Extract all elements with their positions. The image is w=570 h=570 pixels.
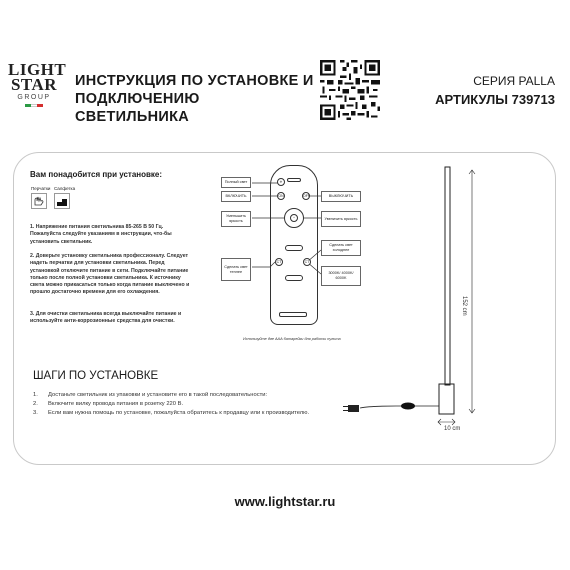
mode-button[interactable] [285,245,303,251]
full-light-button[interactable]: ☀ [277,178,285,186]
label-off: ВЫКЛЮЧИТЬ [321,191,361,202]
qr-code-icon[interactable] [318,58,382,122]
label-warmer: Сделать свет теплее [221,258,251,281]
bulb-icon: ◦ [290,214,298,222]
website-link[interactable]: www.lightstar.ru [234,494,336,509]
tools-heading: Вам понадобится при установке: [30,170,163,179]
label-dim-down: Уменьшить яркость [221,211,251,227]
label-colder: Сделать свет холоднее [321,240,361,256]
instruction-3: 3. Для очистки светильника всегда выключайте питание и используйте анти-коррозионные средства для очистки. [30,311,182,325]
on-button[interactable]: ON [278,194,284,198]
gloves-icon [31,193,47,209]
remote-led [287,178,301,182]
label-on: ВКЛЮЧИТЬ [221,191,251,202]
label-dim-up: Увеличить яркость [321,211,361,227]
step-3-text: Если вам нужна помощь по установке, пожалуйста обратитесь к продавцу или к производителю. [48,410,310,416]
height-dimension: 152 cm [461,296,467,316]
floor-lamp-drawing [340,160,510,440]
step-1-number: 1. [33,392,38,398]
scene-button[interactable] [285,275,303,281]
label-temperatures: 3000K/ 4000K/ 6000K [321,266,361,286]
width-dimension: 10 cm [444,426,461,432]
gloves-label: Перчатки [31,186,51,191]
step-2-text: Включите вилку провода питания в розетку 220 В. [48,401,184,407]
title-line-1: ИНСТРУКЦИЯ ПО УСТАНОВКЕ И [75,73,314,89]
off-button[interactable]: OFF [303,194,310,198]
page-title [75,72,315,126]
logo-word-group: GROUP [17,94,51,101]
step-3-number: 3. [33,410,38,416]
steps-heading: ШАГИ ПО УСТАНОВКЕ [33,370,159,382]
italian-flag-icon [8,104,60,107]
article-number: АРТИКУЛЫ 739713 [435,92,555,107]
brand-logo [8,60,67,107]
napkin-icon [54,193,70,209]
logo-word-light: LIGHT [8,60,67,79]
series-name: СЕРИЯ PALLA [473,74,555,88]
step-2-number: 2. [33,401,38,407]
title-line-2: ПОДКЛЮЧЕНИЮ СВЕТИЛЬНИКА [75,91,200,125]
battery-cover [279,312,307,317]
battery-note: Используйте две ААА батарейки для работы пульта [243,337,341,341]
label-full-light: Полный свет [221,177,251,188]
step-1-text: Достаньте светильник из упаковки и установите его в такой последовательности: [48,392,268,398]
logo-word-star: STAR [10,75,58,94]
napkin-label: Салфетка [54,186,76,191]
instruction-2: 2. Доверьте установку светильника профессионалу. Следует надеть перчатки для установки светильника. Перед установкой отключите питание в сети. Подключайте питание только после полной установки светильника. К источнику света можно прикасаться только когда питание выключено и прошло достаточно времени для его охлаждения. [30,253,190,296]
instruction-1: 1. Напряжение питания светильника 85-265 В 50 Гц. Пожалуйста следуйте указаниям в инструкции, что-бы установить светильник. [30,224,172,245]
ct-cold-button[interactable]: CT [304,260,310,264]
ct-warm-button[interactable]: CT [276,260,282,264]
dimmer-wheel[interactable] [284,208,304,228]
